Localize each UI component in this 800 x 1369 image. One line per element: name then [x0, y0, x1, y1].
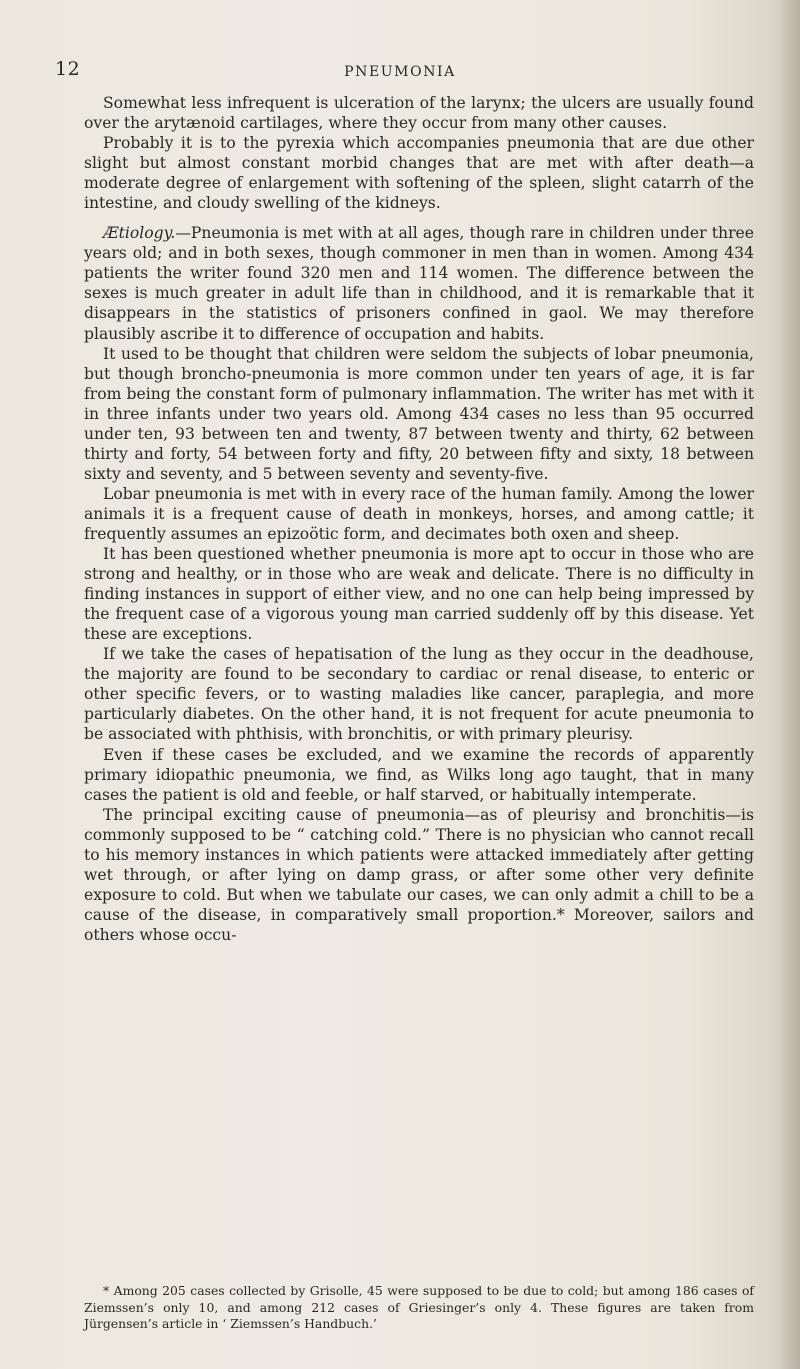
paragraph-aetiology-text: —Pneumonia is met with at all ages, though rare in children under three years old; and in both sexes, though commoner in men than in women. Among 434 patients the writer found 320 men and 114 women. The difference between the sexes is much greater in adult life than in childhood, and it is remarkable that it disappears in the statistics of prisoners confined in gaol. We may therefore plausibly ascribe it to difference of occupation and habits. [84, 224, 754, 343]
page-number: 12 [55, 58, 81, 80]
paragraph-race: Lobar pneumonia is met with in every race of the human family. Among the lower animals it is a frequent cause of death in monkeys, horses, and among cattle; it frequently assumes an epizoötic form, and decimates both oxen and sheep. [84, 484, 754, 543]
paragraph-larynx: Somewhat less infrequent is ulceration of the larynx; the ulcers are usually found over the arytænoid cartilages, where they occur from many other causes. [84, 94, 754, 133]
paragraph-children: It used to be thought that children were seldom the subjects of lobar pneumonia, but though broncho-pneumonia is more common under ten years of age, it is far from being the constant form of pulmonary inflammation. The writer has met with it in three infants under two years old. Among 434 cases no less than 95 occurred under ten, 93 between ten and twenty, 87 between twenty and thirty, 62 between thirty and forty, 54 between forty and fifty, 20 between fifty and sixty, 18 between sixty and seventy, and 5 between seventy and seventy-five. [84, 344, 754, 483]
running-title: PNEUMONIA [344, 64, 456, 80]
paragraph-hepatisation: If we take the cases of hepatisation of the lung as they occur in the deadhouse, the majority are found to be secondary to cardiac or renal disease, to enteric or other specific fevers, or to wasting maladies like cancer, paraplegia, and more particularly diabetes. On the other hand, it is not frequent for acute pneumonia to be associated with phthisis, with bronchitis, or with primary pleurisy. [84, 645, 754, 744]
section-heading-aetiology: Ætiology. [103, 224, 176, 243]
paragraph-exciting-cause: The principal exciting cause of pneumonia—as of pleurisy and bronchitis—is commonly supposed to be “ catching cold.” There is no physician who cannot recall to his memory instances in which patients were attacked immediately after getting wet through, or after lying on damp grass, or after some other very definite exposure to cold. But when we tabulate our cases, we can only admit a chill to be a cause of the disease, in comparatively small proportion.* Moreover, sailors and others whose occu- [84, 805, 754, 944]
footnote-text: * Among 205 cases collected by Grisolle, 45 were supposed to be due to cold; but among 186 cases of Ziemssen’s only 10, and among 212 cases of Griesinger’s only 4. These figures are taken from Jürgensen’s article in ‘ Ziemssen’s Handbuch.’ [84, 1283, 754, 1331]
paragraph-aetiology [84, 223, 754, 343]
footnote [84, 1283, 754, 1333]
page-edge-shadow [778, 0, 800, 1369]
paragraph-idiopathic: Even if these cases be excluded, and we examine the records of apparently primary idiopathic pneumonia, we find, as Wilks long ago taught, that in many cases the patient is old and feeble, or half starved, or habitually intemperate. [84, 745, 754, 804]
body-text [84, 93, 754, 945]
paragraph-pyrexia: Probably it is to the pyrexia which accompanies pneumonia that are due other slight but almost constant morbid changes that are met with after death—a moderate degree of enlargement with softening of the spleen, slight catarrh of the intestine, and cloudy swelling of the kidneys. [84, 134, 754, 213]
paragraph-strong-weak: It has been questioned whether pneumonia is more apt to occur in those who are strong and healthy, or in those who are weak and delicate. There is no difficulty in finding instances in support of either view, and no one can help being impressed by the frequent case of a vigorous young man carried suddenly off by this disease. Yet these are exceptions. [84, 545, 754, 644]
